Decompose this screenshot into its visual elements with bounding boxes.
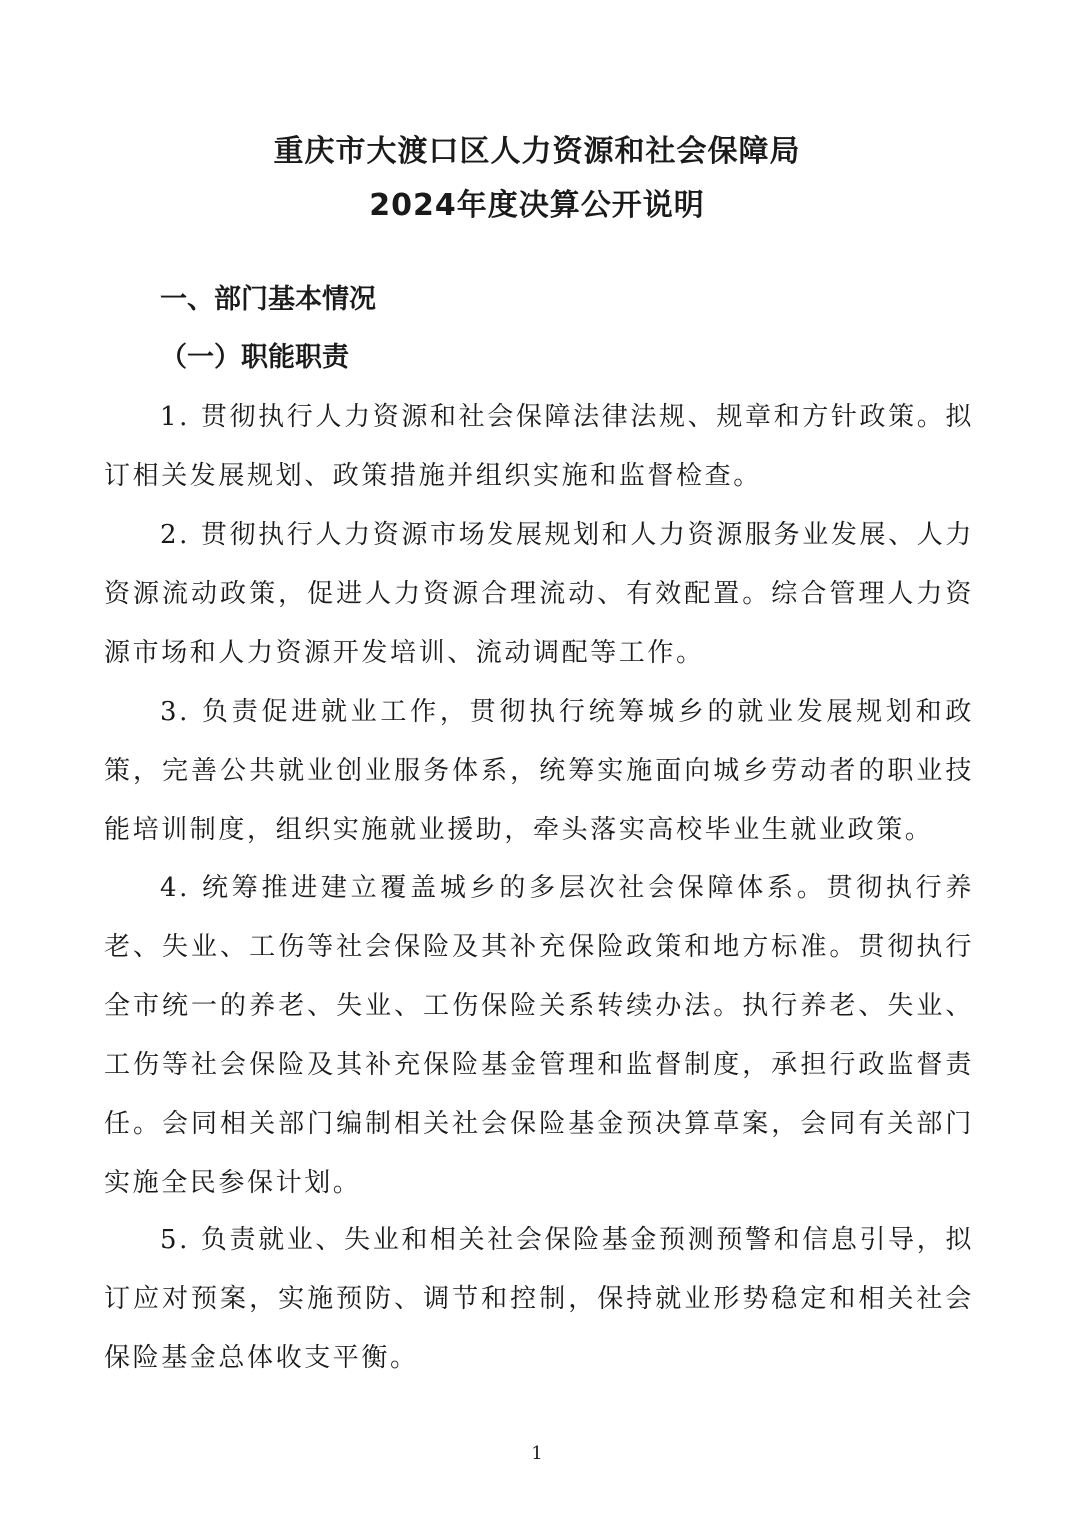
document-title-line1: 重庆市大渡口区人力资源和社会保障局	[273, 134, 801, 169]
paragraph-4: 4. 统筹推进建立覆盖城乡的多层次社会保障体系。贯彻执行养老、失业、工伤等社会保险及其补充保险政策和地方标准。贯彻执行全市统一的养老、失业、工伤保险关系转续办法。执行养老、失业、工伤等社会保险及其补充保险基金管理和监督制度，承担行政监督责任。会同相关部门编制相关社会保险基金预决算草案，会同有关部门实施全民参保计划。	[104, 873, 974, 1198]
paragraph-5: 5. 负责就业、失业和相关社会保险基金预测预警和信息引导，拟订应对预案，实施预防、调节和控制，保持就业形势稳定和相关社会保险基金总体收支平衡。	[104, 1225, 974, 1373]
subsection-heading: （一）职能职责	[160, 342, 349, 373]
paragraph-2: 2. 贯彻执行人力资源市场发展规划和人力资源服务业发展、人力资源流动政策，促进人力资源合理流动、有效配置。综合管理人力资源市场和人力资源开发培训、流动调配等工作。	[104, 520, 974, 668]
page-number: 1	[531, 1443, 543, 1464]
section-heading: 一、部门基本情况	[160, 284, 376, 315]
paragraph-1: 1. 贯彻执行人力资源和社会保障法律法规、规章和方针政策。拟订相关发展规划、政策措施并组织实施和监督检查。	[104, 402, 974, 491]
paragraph-3: 3. 负责促进就业工作，贯彻执行统筹城乡的就业发展规划和政策，完善公共就业创业服务体系，统筹实施面向城乡劳动者的职业技能培训制度，组织实施就业援助，牵头落实高校毕业生就业政策。	[104, 697, 974, 845]
document-title-line2: 2024年度决算公开说明	[369, 188, 705, 223]
